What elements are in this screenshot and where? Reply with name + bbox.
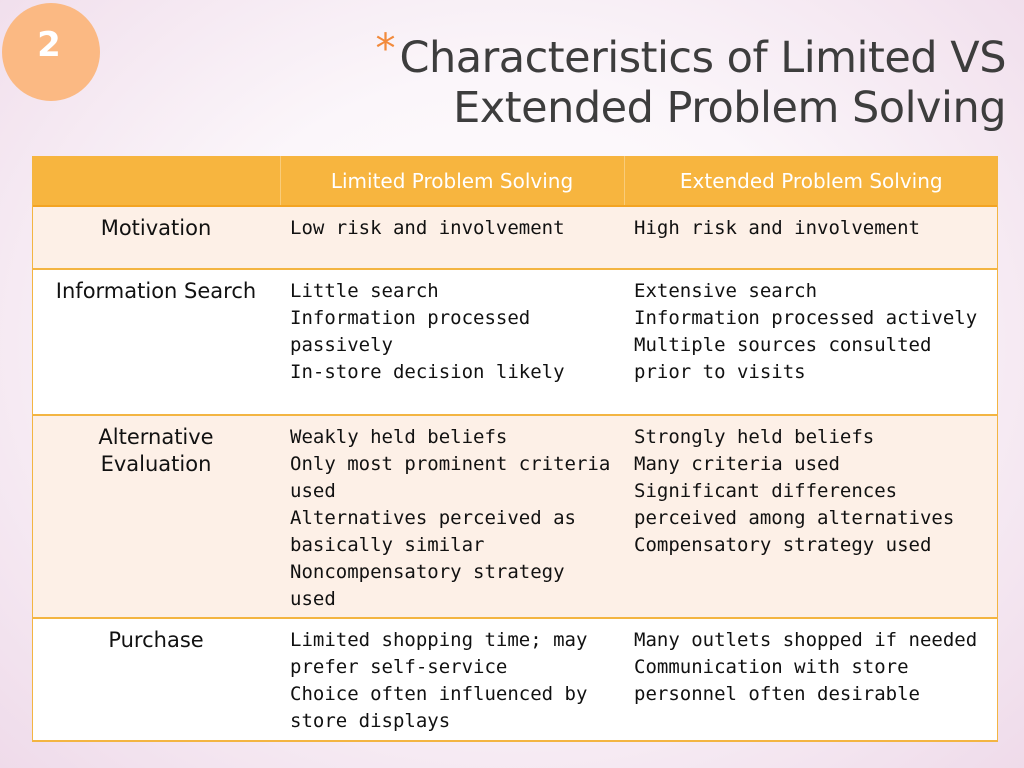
row-label: Motivation: [32, 206, 280, 269]
slide-number-badge: [2, 3, 100, 101]
header-extended: Extended Problem Solving: [624, 156, 998, 206]
row-label: Information Search: [32, 269, 280, 415]
extended-cell: Many outlets shopped if needed Communication with store personnel often desirable: [624, 618, 998, 741]
table-row-motivation: [32, 206, 998, 269]
extended-cell: High risk and involvement: [624, 206, 998, 269]
limited-cell: Low risk and involvement: [280, 206, 624, 269]
table-row-information-search: [32, 269, 998, 415]
row-label: Purchase: [32, 618, 280, 741]
limited-cell: Limited shopping time; may prefer self-service Choice often influenced by store displays: [280, 618, 624, 741]
limited-cell: Little search Information processed passively In-store decision likely: [280, 269, 624, 415]
slide-title-block: [246, 24, 1006, 133]
header-empty-cell: [32, 156, 280, 206]
row-label: Alternative Evaluation: [32, 415, 280, 618]
comparison-table: [32, 156, 998, 742]
table-row-purchase: [32, 618, 998, 741]
extended-cell: Strongly held beliefs Many criteria used Significant differences perceived among alternatives Compensatory strategy used: [624, 415, 998, 618]
table-header-row: [32, 156, 998, 206]
limited-cell: Weakly held beliefs Only most prominent criteria used Alternatives perceived as basically similar Noncompensatory strategy used: [280, 415, 624, 618]
extended-cell: Extensive search Information processed actively Multiple sources consulted prior to visits: [624, 269, 998, 415]
slide-title: Characteristics of Limited VS Extended Problem Solving: [399, 33, 1006, 133]
title-bullet: *: [375, 26, 396, 72]
header-limited: Limited Problem Solving: [280, 156, 624, 206]
table-row-alternative-evaluation: [32, 415, 998, 618]
slide-number: 2: [37, 25, 61, 65]
